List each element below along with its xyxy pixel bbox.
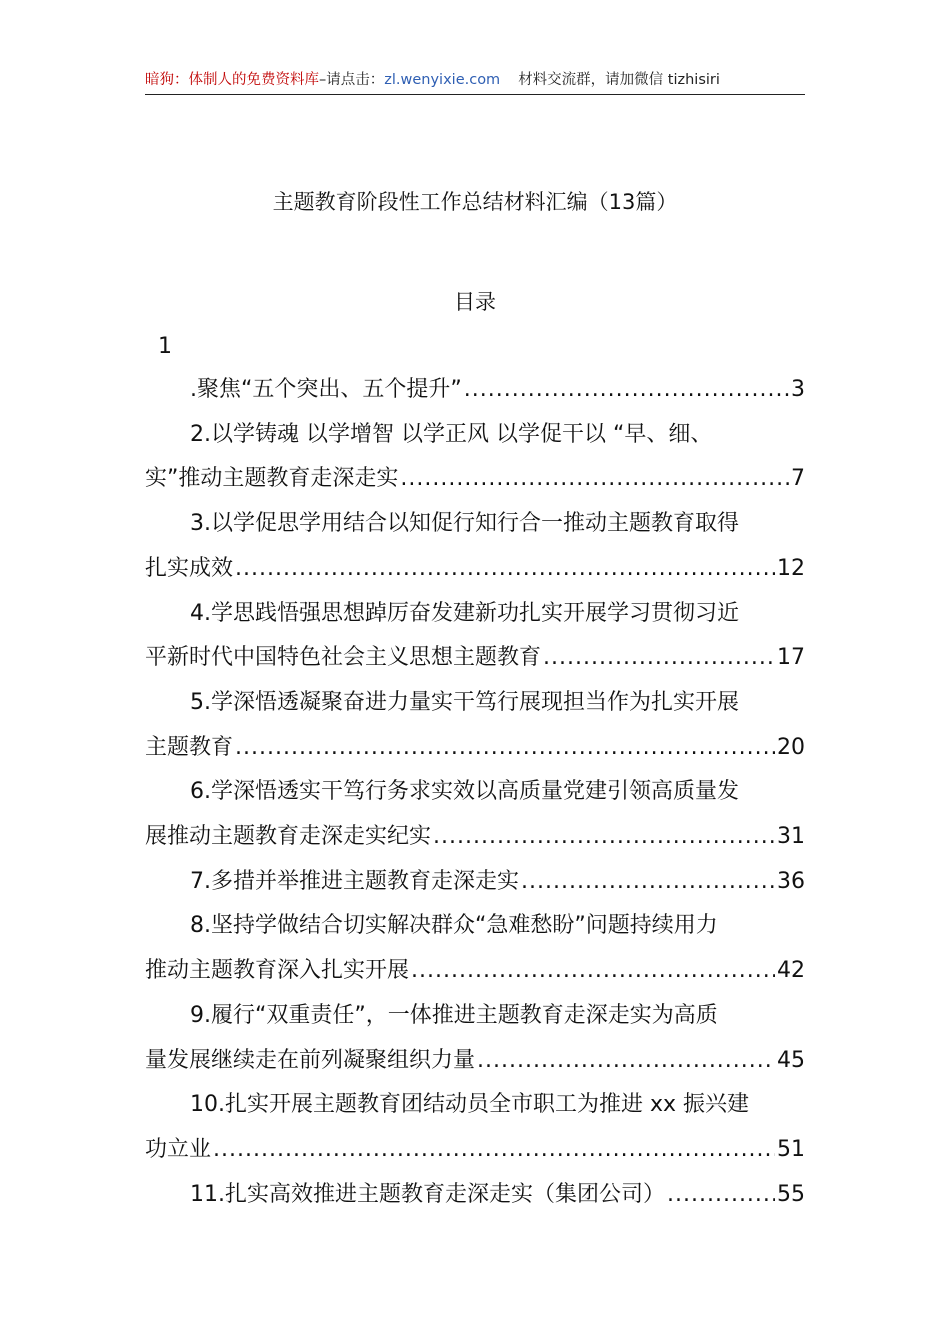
dot-leader <box>213 1128 775 1173</box>
table-of-contents <box>145 368 805 1217</box>
toc-entry[interactable] <box>145 1173 805 1218</box>
toc-stray-number: 1 <box>158 334 172 359</box>
toc-entry[interactable] <box>145 413 805 502</box>
toc-line <box>145 949 805 994</box>
toc-entry-title-cont: 推动主题教育深入扎实开展 <box>145 958 410 984</box>
toc-entry[interactable] <box>145 681 805 770</box>
toc-entry-title: 8.坚持学做结合切实解决群众“急难愁盼”问题持续用力 <box>190 913 718 939</box>
toc-entry-page: 12 <box>777 555 805 581</box>
toc-entry[interactable] <box>145 502 805 591</box>
toc-heading: 目录 <box>454 290 496 314</box>
toc-line <box>145 636 805 681</box>
toc-entry-title-cont: 平新时代中国特色社会主义思想主题教育 <box>145 645 542 671</box>
dot-leader <box>477 1039 775 1084</box>
toc-line <box>145 770 805 815</box>
toc-entry-page: 55 <box>777 1181 805 1207</box>
document-title: 主题教育阶段性工作总结材料汇编（13篇） <box>272 190 678 214</box>
toc-entry-page: 17 <box>777 645 805 671</box>
toc-line <box>145 368 805 413</box>
toc-line <box>145 1039 805 1084</box>
toc-entry-title: 7.多措并举推进主题教育走深走实 <box>190 868 519 894</box>
toc-line <box>145 413 805 458</box>
dot-leader <box>400 457 789 502</box>
toc-line <box>145 1128 805 1173</box>
toc-entry[interactable] <box>145 770 805 859</box>
toc-entry-title: 10.扎实开展主题教育团结动员全市职工为推进 xx 振兴建 <box>190 1092 750 1118</box>
dot-leader <box>411 949 775 994</box>
dot-leader <box>543 636 775 681</box>
toc-line <box>145 860 805 905</box>
toc-line <box>145 547 805 592</box>
dot-leader <box>667 1173 775 1218</box>
toc-line <box>145 681 805 726</box>
toc-entry-title: 9.履行“双重责任”，一体推进主题教育走深走实为高质 <box>190 1002 718 1028</box>
toc-entry-title: 6.学深悟透实干笃行务求实效以高质量党建引领高质量发 <box>190 779 739 805</box>
toc-entry[interactable] <box>145 592 805 681</box>
toc-entry-title: 4.学思践悟强思想踔厉奋发建新功扎实开展学习贯彻习近 <box>190 600 739 626</box>
toc-line <box>145 457 805 502</box>
toc-line <box>145 592 805 637</box>
toc-entry-page: 20 <box>777 734 805 760</box>
toc-entry-page: 36 <box>777 868 805 894</box>
toc-entry[interactable] <box>145 368 805 413</box>
header-group-info: 材料交流群，请加微信 tizhisiri <box>518 72 720 88</box>
toc-entry-title-cont: 实”推动主题教育走深走实 <box>145 466 399 492</box>
toc-entry-title: 11.扎实高效推进主题教育走深走实（集团公司） <box>190 1181 665 1207</box>
toc-entry-title: 2.以学铸魂 以学增智 以学正风 以学促干以 “早、细、 <box>190 421 713 447</box>
header-brand: 暗狗：体制人的免费资料库 <box>145 72 319 88</box>
dot-leader <box>464 368 789 413</box>
toc-entry-title-cont: 量发展继续走在前列凝聚组织力量 <box>145 1047 476 1073</box>
toc-entry-title-cont: 功立业 <box>145 1136 212 1162</box>
header-link[interactable]: zl.wenyixie.com <box>384 72 501 88</box>
toc-line <box>145 994 805 1039</box>
toc-entry-page: 7 <box>791 466 805 492</box>
toc-entry-title: .聚焦“五个突出、五个提升” <box>190 377 462 402</box>
toc-entry-title: 5.学深悟透凝聚奋进力量实干笃行展现担当作为扎实开展 <box>190 689 739 715</box>
toc-entry[interactable] <box>145 994 805 1083</box>
header-prompt: –请点击： <box>319 72 385 88</box>
toc-entry-page: 31 <box>777 824 805 850</box>
toc-line <box>145 1083 805 1128</box>
toc-line <box>145 726 805 771</box>
toc-line <box>145 502 805 547</box>
dot-leader <box>433 815 775 860</box>
toc-entry-page: 42 <box>777 958 805 984</box>
toc-entry-page: 45 <box>777 1047 805 1073</box>
dot-leader <box>235 547 775 592</box>
toc-entry[interactable] <box>145 860 805 905</box>
page-header <box>145 66 805 95</box>
toc-line <box>145 1173 805 1218</box>
toc-entry-title-cont: 展推动主题教育走深走实纪实 <box>145 824 432 850</box>
toc-entry-title: 3.以学促思学用结合以知促行知行合一推动主题教育取得 <box>190 511 739 537</box>
toc-line <box>145 815 805 860</box>
toc-entry-title-cont: 主题教育 <box>145 734 234 760</box>
toc-entry-page: 3 <box>791 377 805 402</box>
toc-entry[interactable] <box>145 1083 805 1172</box>
toc-line <box>145 904 805 949</box>
dot-leader <box>235 726 775 771</box>
toc-entry[interactable] <box>145 904 805 993</box>
dot-leader <box>521 860 775 905</box>
toc-entry-page: 51 <box>777 1136 805 1162</box>
toc-entry-title-cont: 扎实成效 <box>145 555 234 581</box>
